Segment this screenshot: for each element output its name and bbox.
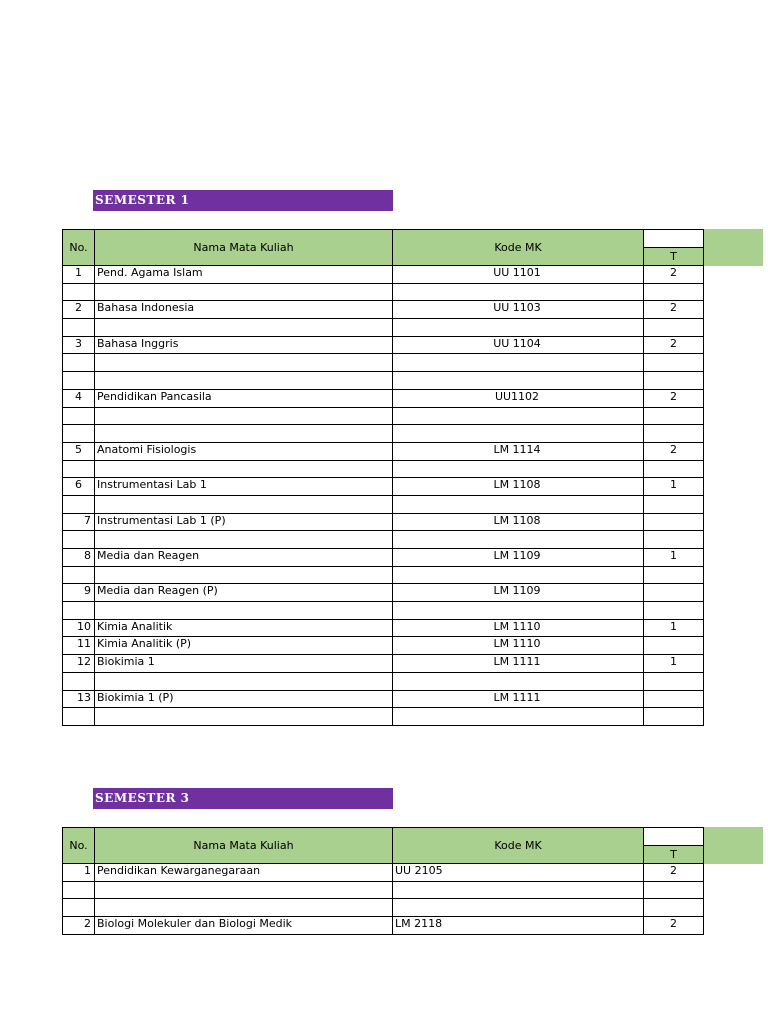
cell-credits [644, 354, 704, 372]
table-row [63, 881, 704, 899]
cell-course-code [393, 881, 644, 899]
cell-course-code [393, 495, 644, 513]
cell-course-code: LM 1108 [393, 478, 644, 496]
cell-no [63, 566, 95, 584]
cell-course-name: Pendidikan Pancasila [95, 389, 393, 407]
header-t: T [644, 846, 704, 864]
cell-course-name: Biologi Molekuler dan Biologi Medik [95, 917, 393, 935]
cell-no: 6 [63, 478, 95, 496]
cell-no: 5 [63, 442, 95, 460]
cell-course-name [95, 531, 393, 549]
header-t: T [644, 248, 704, 266]
cell-credits: 1 [644, 549, 704, 567]
cell-no [63, 460, 95, 478]
cell-no: 13 [63, 690, 95, 708]
cell-course-name [95, 283, 393, 301]
cell-course-name [95, 881, 393, 899]
cell-course-name: Kimia Analitik [95, 619, 393, 637]
table-row [63, 389, 704, 407]
cell-no: 12 [63, 655, 95, 673]
table-row [63, 266, 704, 284]
table-row [63, 672, 704, 690]
cell-course-code: LM 1110 [393, 619, 644, 637]
cell-credits [644, 584, 704, 602]
semester-1-label: SEMESTER 1 [93, 190, 393, 211]
cell-course-name: Bahasa Inggris [95, 336, 393, 354]
cell-course-name [95, 899, 393, 917]
cell-course-name: Media dan Reagen (P) [95, 584, 393, 602]
cell-course-code: LM 1111 [393, 690, 644, 708]
table-row [63, 655, 704, 673]
cell-credits [644, 319, 704, 337]
cell-credits: 1 [644, 655, 704, 673]
table-header-row [63, 230, 704, 248]
table-row [63, 917, 704, 935]
cell-course-name [95, 602, 393, 620]
cell-course-name: Pendidikan Kewarganegaraan [95, 864, 393, 882]
cell-course-code: UU 1104 [393, 336, 644, 354]
cell-no: 1 [63, 266, 95, 284]
cell-credits [644, 495, 704, 513]
table-row [63, 708, 704, 726]
cell-credits [644, 672, 704, 690]
cell-credits: 2 [644, 336, 704, 354]
table-row [63, 319, 704, 337]
cell-credits [644, 460, 704, 478]
cell-course-name: Instrumentasi Lab 1 (P) [95, 513, 393, 531]
cell-course-name [95, 460, 393, 478]
cell-no [63, 319, 95, 337]
cell-credits [644, 881, 704, 899]
cell-course-name: Biokimia 1 (P) [95, 690, 393, 708]
cell-credits: 2 [644, 301, 704, 319]
cell-course-name [95, 425, 393, 443]
table-row [63, 566, 704, 584]
cell-course-code: LM 1109 [393, 584, 644, 602]
cell-no [63, 672, 95, 690]
header-no: No. [63, 230, 95, 266]
cell-course-name: Kimia Analitik (P) [95, 637, 393, 655]
cell-credits [644, 283, 704, 301]
table-row [63, 442, 704, 460]
cell-course-code: LM 1109 [393, 549, 644, 567]
cell-no: 7 [63, 513, 95, 531]
table-header-row [63, 828, 704, 846]
cell-credits [644, 372, 704, 390]
cell-no: 11 [63, 637, 95, 655]
cell-no [63, 531, 95, 549]
cell-credits [644, 531, 704, 549]
cell-course-name: Biokimia 1 [95, 655, 393, 673]
cell-course-code: LM 1108 [393, 513, 644, 531]
cell-course-code: UU1102 [393, 389, 644, 407]
cell-credits: 2 [644, 442, 704, 460]
cell-course-code [393, 407, 644, 425]
cell-credits [644, 407, 704, 425]
header-kode: Kode MK [393, 230, 644, 266]
table-row [63, 549, 704, 567]
cell-course-code: LM 1111 [393, 655, 644, 673]
cell-course-code [393, 531, 644, 549]
cell-no [63, 881, 95, 899]
header-fill-extension [703, 229, 763, 266]
table-row [63, 495, 704, 513]
cell-no [63, 495, 95, 513]
header-fill-extension [703, 827, 763, 864]
cell-course-name [95, 319, 393, 337]
cell-course-code [393, 425, 644, 443]
cell-course-code [393, 354, 644, 372]
cell-course-name [95, 407, 393, 425]
cell-credits [644, 899, 704, 917]
cell-course-name: Anatomi Fisiologis [95, 442, 393, 460]
cell-no: 2 [63, 917, 95, 935]
cell-no [63, 899, 95, 917]
cell-course-name: Pend. Agama Islam [95, 266, 393, 284]
cell-course-code [393, 319, 644, 337]
table-row [63, 531, 704, 549]
table-row [63, 301, 704, 319]
table-row [63, 283, 704, 301]
cell-course-name [95, 354, 393, 372]
cell-course-code [393, 672, 644, 690]
table-row [63, 602, 704, 620]
cell-course-code: LM 2118 [393, 917, 644, 935]
cell-course-code: LM 1110 [393, 637, 644, 655]
cell-no: 3 [63, 336, 95, 354]
table-row [63, 336, 704, 354]
table-row [63, 690, 704, 708]
cell-course-code [393, 372, 644, 390]
table-row [63, 407, 704, 425]
cell-course-code [393, 460, 644, 478]
cell-course-name: Bahasa Indonesia [95, 301, 393, 319]
cell-no: 2 [63, 301, 95, 319]
cell-course-name: Media dan Reagen [95, 549, 393, 567]
header-no: No. [63, 828, 95, 864]
cell-course-code [393, 283, 644, 301]
cell-credits: 1 [644, 619, 704, 637]
cell-course-code [393, 899, 644, 917]
cell-course-name [95, 495, 393, 513]
table-row [63, 513, 704, 531]
cell-credits [644, 690, 704, 708]
cell-no [63, 407, 95, 425]
cell-course-code [393, 602, 644, 620]
header-kode: Kode MK [393, 828, 644, 864]
cell-course-name [95, 566, 393, 584]
cell-course-name [95, 708, 393, 726]
semester-1-table [62, 229, 704, 726]
cell-credits [644, 566, 704, 584]
cell-no [63, 708, 95, 726]
cell-credits: 2 [644, 266, 704, 284]
table-row [63, 584, 704, 602]
cell-credits [644, 708, 704, 726]
cell-no [63, 283, 95, 301]
header-nama: Nama Mata Kuliah [95, 230, 393, 266]
cell-course-code: UU 1101 [393, 266, 644, 284]
cell-no: 8 [63, 549, 95, 567]
header-sks-group [644, 230, 704, 248]
semester-3-table [62, 827, 704, 935]
cell-credits [644, 637, 704, 655]
cell-course-code: LM 1114 [393, 442, 644, 460]
table-row [63, 637, 704, 655]
cell-credits: 1 [644, 478, 704, 496]
table-row [63, 425, 704, 443]
cell-no: 4 [63, 389, 95, 407]
table-row [63, 478, 704, 496]
table-row [63, 899, 704, 917]
header-sks-group [644, 828, 704, 846]
cell-course-name: Instrumentasi Lab 1 [95, 478, 393, 496]
table-row [63, 460, 704, 478]
cell-credits: 2 [644, 917, 704, 935]
semester-3-label: SEMESTER 3 [93, 788, 393, 809]
cell-no: 1 [63, 864, 95, 882]
cell-course-code [393, 708, 644, 726]
cell-credits: 2 [644, 389, 704, 407]
table-row [63, 619, 704, 637]
table-row [63, 372, 704, 390]
cell-course-code: UU 1103 [393, 301, 644, 319]
cell-course-name [95, 372, 393, 390]
cell-no [63, 602, 95, 620]
cell-course-code [393, 566, 644, 584]
cell-credits [644, 425, 704, 443]
table-row [63, 354, 704, 372]
header-nama: Nama Mata Kuliah [95, 828, 393, 864]
table-row [63, 864, 704, 882]
cell-no [63, 425, 95, 443]
cell-no [63, 372, 95, 390]
cell-credits: 2 [644, 864, 704, 882]
cell-no: 9 [63, 584, 95, 602]
cell-credits [644, 602, 704, 620]
cell-course-name [95, 672, 393, 690]
cell-course-code: UU 2105 [393, 864, 644, 882]
cell-credits [644, 513, 704, 531]
cell-no [63, 354, 95, 372]
cell-no: 10 [63, 619, 95, 637]
